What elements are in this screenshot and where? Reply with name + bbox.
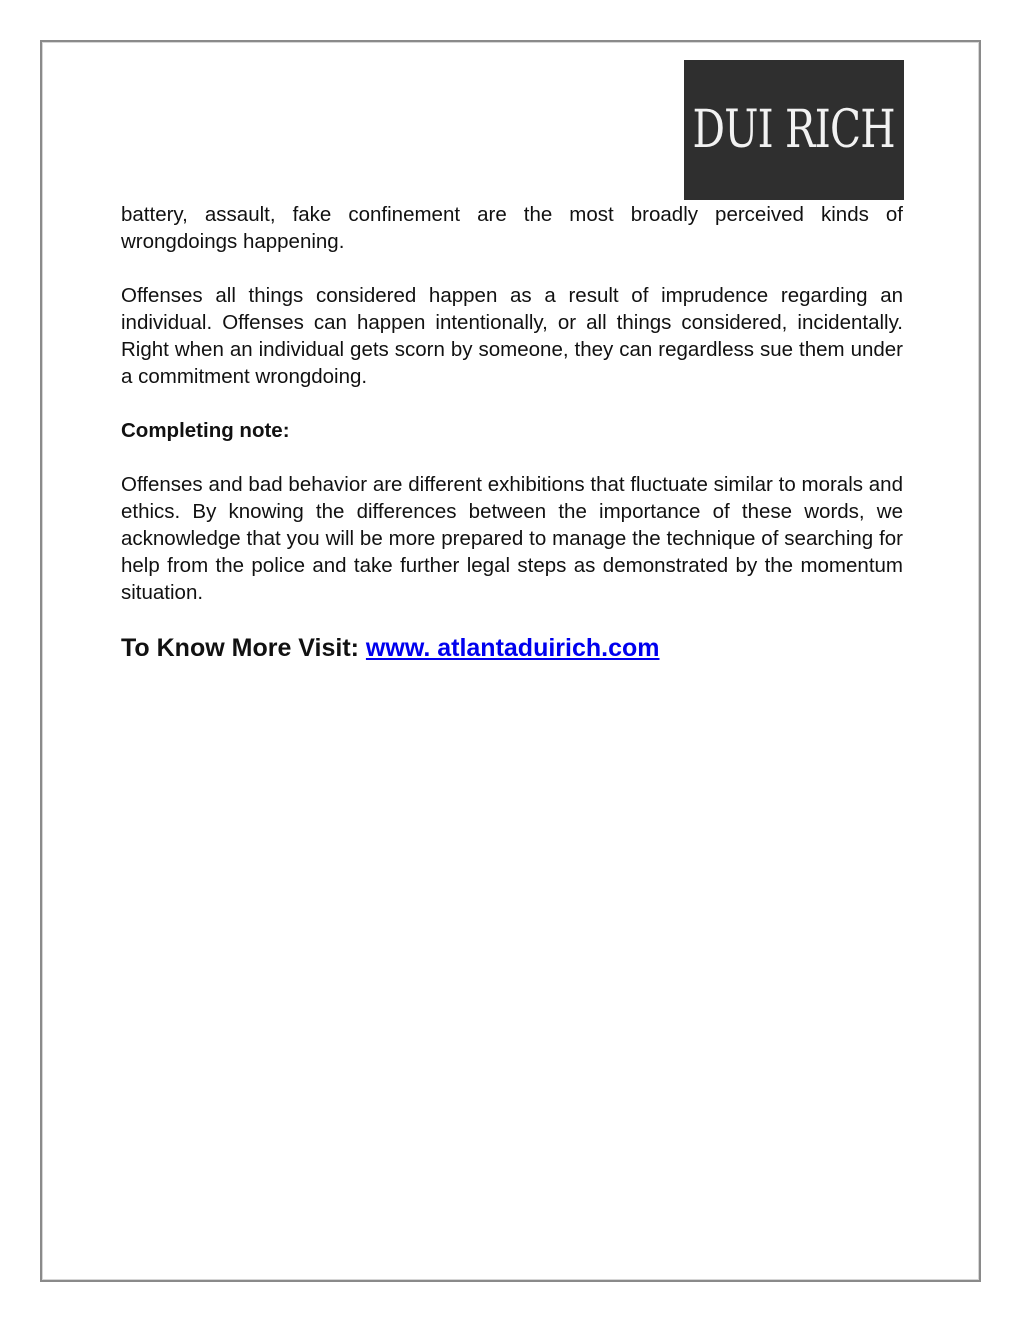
website-link[interactable]: www. atlantaduirich.com xyxy=(365,634,660,662)
paragraph-2: Offenses all things considered happen as a result of imprudence regarding an individual. Offenses can happen intentionally, or all things considered, incidentally. Right when an individual gets scorn by someone, they can regardless sue them under a commitment wrongdoing. xyxy=(121,284,903,388)
visit-label: To Know More Visit: xyxy=(121,634,366,662)
document-body xyxy=(121,201,903,663)
visit-line xyxy=(121,633,903,663)
closing-paragraph: Offenses and bad behavior are different exhibitions that fluctuate similar to morals and ethics. By knowing the differences between the importance of these words, we acknowledge that you will be more prepared to manage the technique of searching for help from the police and take further legal steps as demonstrated by the momentum situation. xyxy=(121,473,903,604)
paragraph-1: battery, assault, fake confinement are the most broadly perceived kinds of wrongdoings happening. xyxy=(121,203,903,253)
company-logo xyxy=(684,60,904,200)
section-heading: Completing note: xyxy=(121,419,290,442)
logo-text: DUI RICH xyxy=(692,100,896,160)
